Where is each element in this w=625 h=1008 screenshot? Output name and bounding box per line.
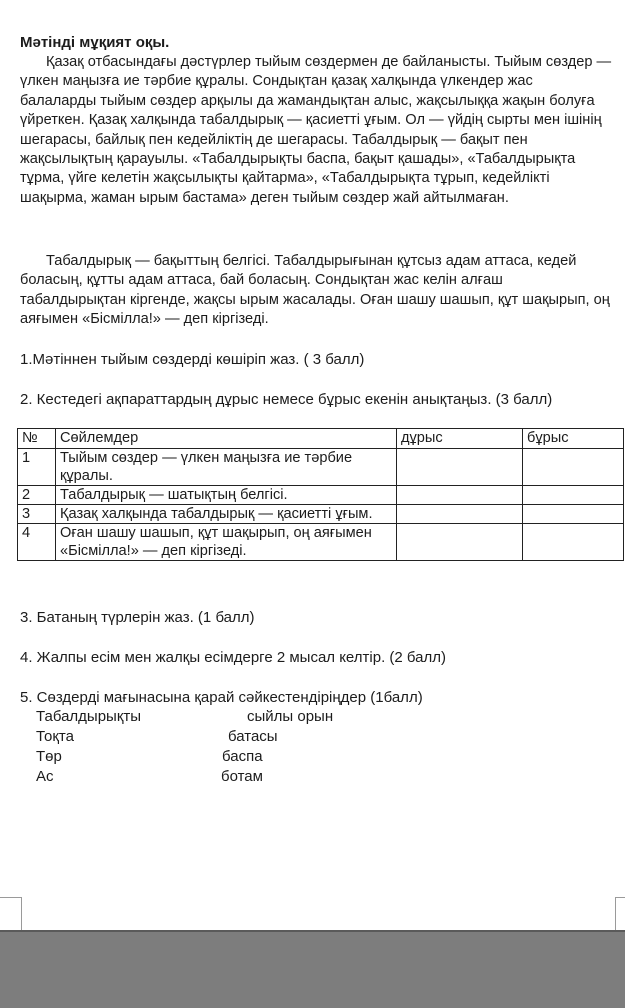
row-sentence: Оған шашу шашып, құт шақырып, оң аяғымен «Бісмілла!» — деп кіргізеді. bbox=[56, 524, 397, 561]
match-right-item: баспа bbox=[222, 748, 263, 765]
page-title: Мәтінді мұқият оқы. bbox=[20, 34, 170, 51]
correct-answer-cell[interactable] bbox=[397, 524, 523, 561]
table-row bbox=[18, 505, 624, 524]
header-sentences: Сөйлемдер bbox=[56, 429, 397, 449]
question-1: 1.Мәтіннен тыйым сөздерді көшіріп жаз. ( 3 балл) bbox=[20, 351, 365, 368]
wrong-answer-cell[interactable] bbox=[523, 486, 624, 505]
table-row bbox=[18, 524, 624, 561]
wrong-answer-cell[interactable] bbox=[523, 524, 624, 561]
table-header-row bbox=[18, 429, 624, 449]
wrong-answer-cell[interactable] bbox=[523, 449, 624, 486]
match-left-item: Төр bbox=[36, 748, 62, 765]
correct-answer-cell[interactable] bbox=[397, 449, 523, 486]
match-right-item: ботам bbox=[221, 768, 263, 785]
correct-answer-cell[interactable] bbox=[397, 486, 523, 505]
reading-paragraph-2 bbox=[20, 252, 612, 330]
row-sentence: Қазақ халқында табалдырық — қасиетті ұғым. bbox=[56, 505, 397, 524]
match-left-item: Ас bbox=[36, 768, 54, 785]
question-3: 3. Батаның түрлерін жаз. (1 балл) bbox=[20, 609, 255, 626]
row-number: 4 bbox=[18, 524, 56, 561]
wrong-answer-cell[interactable] bbox=[523, 505, 624, 524]
match-right-item: батасы bbox=[228, 728, 278, 745]
bottom-gray-bar bbox=[0, 930, 625, 1008]
header-wrong: бұрыс bbox=[523, 429, 624, 449]
row-number: 1 bbox=[18, 449, 56, 486]
question-2: 2. Кестедегі ақпараттардың дұрыс немесе бұрыс екенін анықтаңыз. (3 балл) bbox=[20, 391, 553, 408]
correct-answer-cell[interactable] bbox=[397, 505, 523, 524]
match-right-item: сыйлы орын bbox=[247, 708, 334, 725]
header-number: № bbox=[18, 429, 56, 449]
paragraph-1-text: Қазақ отбасындағы дәстүрлер тыйым сөздермен де байланысты. Тыйым сөздер — үлкен маңызға ие тәрбие құралы. Сондықтан қазақ халқында үлкендер жас балаларды тыйым сөздер арқылы да жамандықтан алыс, жақсылыққа жақын болуға үйреткен. Қазақ халқында табалдырық — қасиетті ұғым. Ол — үйдің сырты мен ішінің шегарасы, байлық пен кедейліктің де шегарасы. Табалдырық — бақыт пен жақсылықтың қарауылы. «Табалдырықты баспа, бақыт қашады», «Табалдырықта тұрма, үйге келетін жақсылықты қайтарма», «Табалдырықта тұрып, кедейлікті шақырма, жаман ырым бастама» деген тыйым сөздер жай айтылмаған. bbox=[20, 54, 612, 206]
true-false-table bbox=[17, 428, 624, 561]
row-number: 3 bbox=[18, 505, 56, 524]
paragraph-2-text: Табалдырық — бақыттың белгісі. Табалдырығынан құтсыз адам аттаса, кедей боласың, құтты адам аттаса, бай боласың. Сондықтан жас келін алғаш табалдырықтан кіргенде, жақсы ырым жасалады. Оған шашу шашып, құт шақырып, оң аяғымен «Бісмілла!» — деп кіргізеді. bbox=[20, 253, 610, 328]
table-row bbox=[18, 486, 624, 505]
match-left-item: Табалдырықты bbox=[36, 708, 142, 725]
page-corner-marker-left bbox=[0, 897, 22, 931]
reading-paragraph-1 bbox=[20, 53, 612, 208]
question-4: 4. Жалпы есім мен жалқы есімдерге 2 мысал келтір. (2 балл) bbox=[20, 649, 447, 666]
row-number: 2 bbox=[18, 486, 56, 505]
header-correct: дұрыс bbox=[397, 429, 523, 449]
row-sentence: Табалдырық — шатықтың белгісі. bbox=[56, 486, 397, 505]
table-row bbox=[18, 449, 624, 486]
row-sentence: Тыйым сөздер — үлкен маңызға ие тәрбие құралы. bbox=[56, 449, 397, 486]
page-corner-marker-right bbox=[615, 897, 625, 931]
match-left-item: Тоқта bbox=[36, 728, 74, 745]
question-5: 5. Сөздерді мағынасына қарай сәйкестендіріңдер (1балл) bbox=[20, 689, 423, 706]
